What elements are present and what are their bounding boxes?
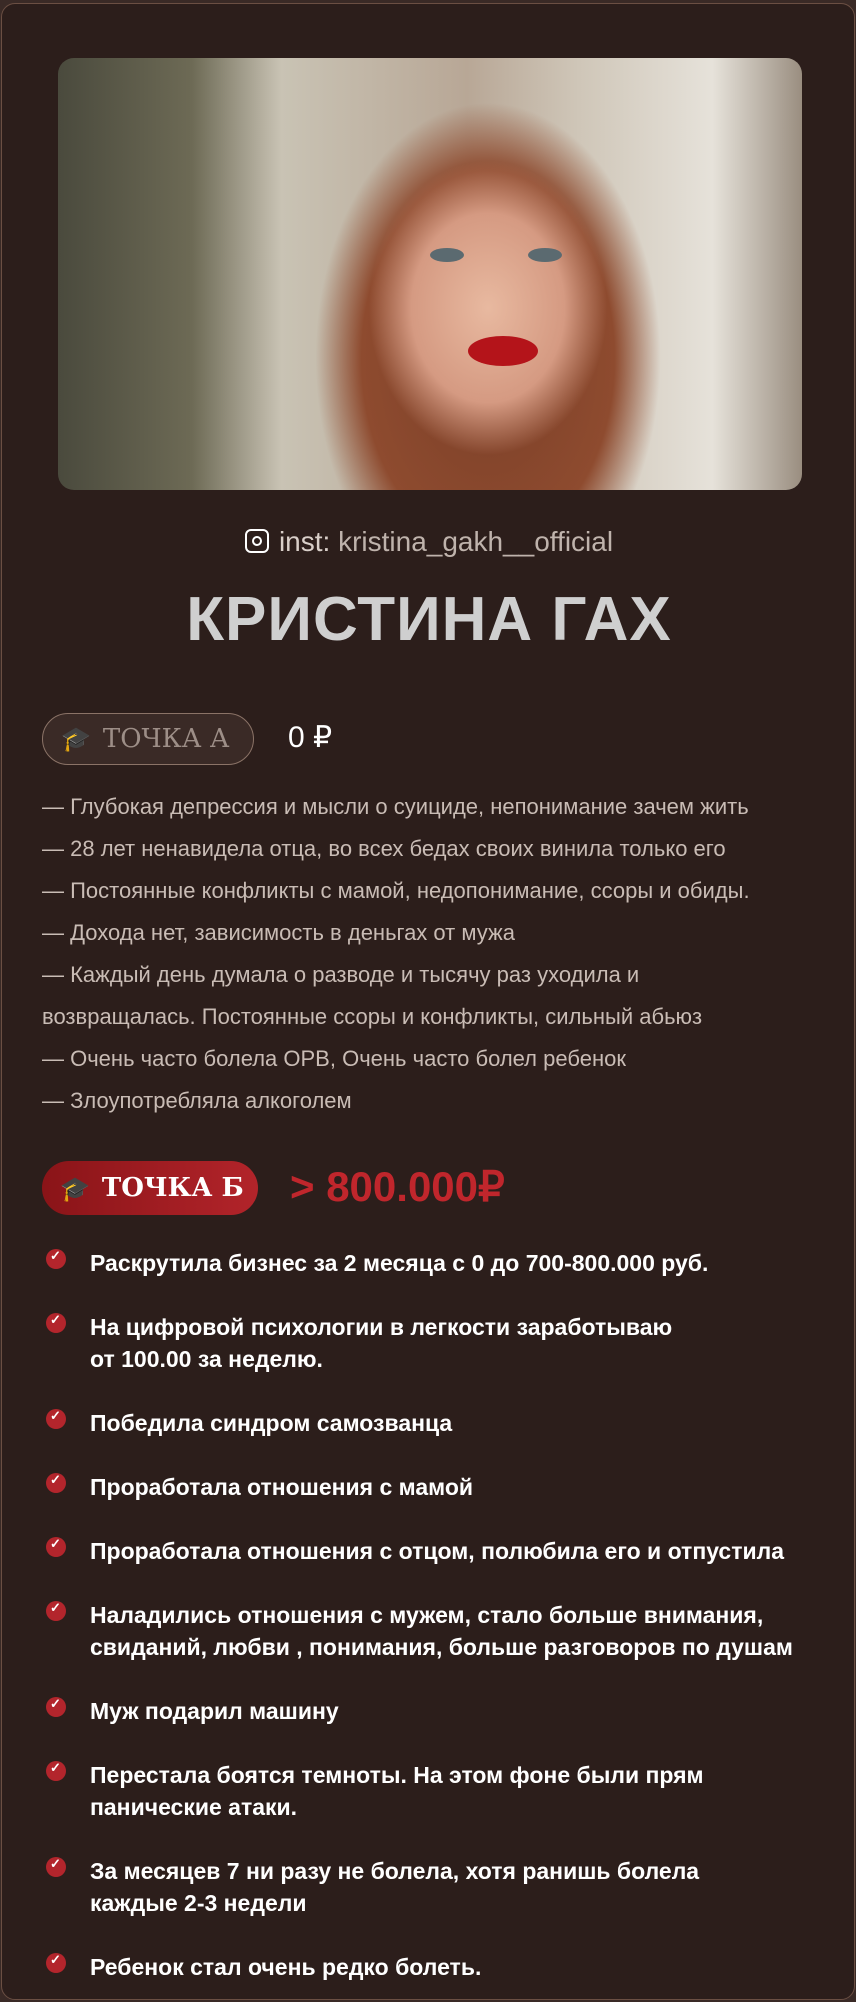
graduation-cap-icon: 🎓	[60, 1173, 90, 1203]
list-item-text: Ребенок стал очень редко болеть.	[90, 1954, 482, 1980]
check-badge-icon	[46, 1473, 66, 1493]
list-item	[46, 1407, 852, 1439]
instagram-handle[interactable]: kristina_gakh__official	[338, 526, 614, 557]
list-item	[46, 1535, 852, 1567]
list-item: — Глубокая депрессия и мысли о суициде, непонимание зачем жить	[42, 794, 749, 819]
instagram-prefix: inst:	[278, 526, 331, 557]
photo-lips	[468, 336, 538, 366]
list-item	[46, 1471, 852, 1503]
check-badge-icon	[46, 1601, 66, 1621]
list-item	[46, 1599, 852, 1663]
list-item	[46, 1759, 852, 1823]
check-badge-icon	[46, 1409, 66, 1429]
check-badge-icon	[46, 1537, 66, 1557]
check-badge-icon	[46, 1953, 66, 1973]
list-item: — Очень часто болела ОРВ, Очень часто болел ребенок	[42, 1046, 626, 1071]
list-item: — Каждый день думала о разводе и тысячу раз уходила и	[42, 962, 640, 987]
list-item	[46, 1695, 852, 1727]
list-item	[46, 1951, 852, 1983]
list-item-text: Раскрутила бизнес за 2 месяца с 0 до 700-800.000 руб.	[90, 1250, 709, 1276]
point-b-badge	[42, 1161, 258, 1215]
list-item-text: Муж подарил машину	[90, 1698, 339, 1724]
instagram-line[interactable]	[2, 526, 855, 558]
profile-card	[1, 3, 855, 2000]
list-item-text: Проработала отношения с отцом, полюбила его и отпустила	[90, 1538, 785, 1564]
profile-name: КРИСТИНА ГАХ	[186, 585, 672, 654]
list-item-text: Наладились отношения с мужем, стало больше внимания, свиданий, любви , понимания, больше разговоров по душам	[90, 1602, 793, 1660]
check-badge-icon	[46, 1697, 66, 1717]
list-item-text: Перестала боятся темноты. На этом фоне были прям панические атаки.	[90, 1762, 704, 1820]
point-a-label: ТОЧКА А	[102, 724, 230, 754]
list-item-text: За месяцев 7 ни разу не болела, хотя ранишь болела каждые 2-3 недели	[90, 1858, 700, 1916]
list-item	[46, 1247, 852, 1279]
instagram-icon	[245, 529, 269, 553]
list-item	[46, 1311, 852, 1375]
list-item: — 28 лет ненавидела отца, во всех бедах своих винила только его	[42, 836, 726, 861]
photo-eye-left	[430, 248, 464, 262]
list-item	[46, 1855, 852, 1919]
check-badge-icon	[46, 1761, 66, 1781]
list-item-text: Проработала отношения с мамой	[90, 1474, 474, 1500]
point-a-badge	[42, 713, 254, 765]
list-item: — Дохода нет, зависимость в деньгах от мужа	[42, 920, 515, 945]
point-b-price: > 800.000₽	[290, 1163, 505, 1210]
list-item-text: Победила синдром самозванца	[90, 1410, 453, 1436]
profile-photo	[58, 58, 802, 490]
point-a-price: 0 ₽	[288, 721, 333, 754]
graduation-cap-icon: 🎓	[61, 725, 91, 753]
check-badge-icon	[46, 1313, 66, 1333]
list-item: возвращалась. Постоянные ссоры и конфликты, сильный абьюз	[42, 1004, 703, 1029]
point-b-label: ТОЧКА Б	[101, 1173, 244, 1203]
check-badge-icon	[46, 1249, 66, 1269]
check-badge-icon	[46, 1857, 66, 1877]
list-item: — Злоупотребляла алкоголем	[42, 1088, 352, 1113]
list-item-text: На цифровой психологии в легкости заработываю от 100.00 за неделю.	[90, 1314, 673, 1372]
point-a-list	[42, 786, 842, 1122]
photo-eye-right	[528, 248, 562, 262]
list-item: — Постоянные конфликты с мамой, недопонимание, ссоры и обиды.	[42, 878, 750, 903]
